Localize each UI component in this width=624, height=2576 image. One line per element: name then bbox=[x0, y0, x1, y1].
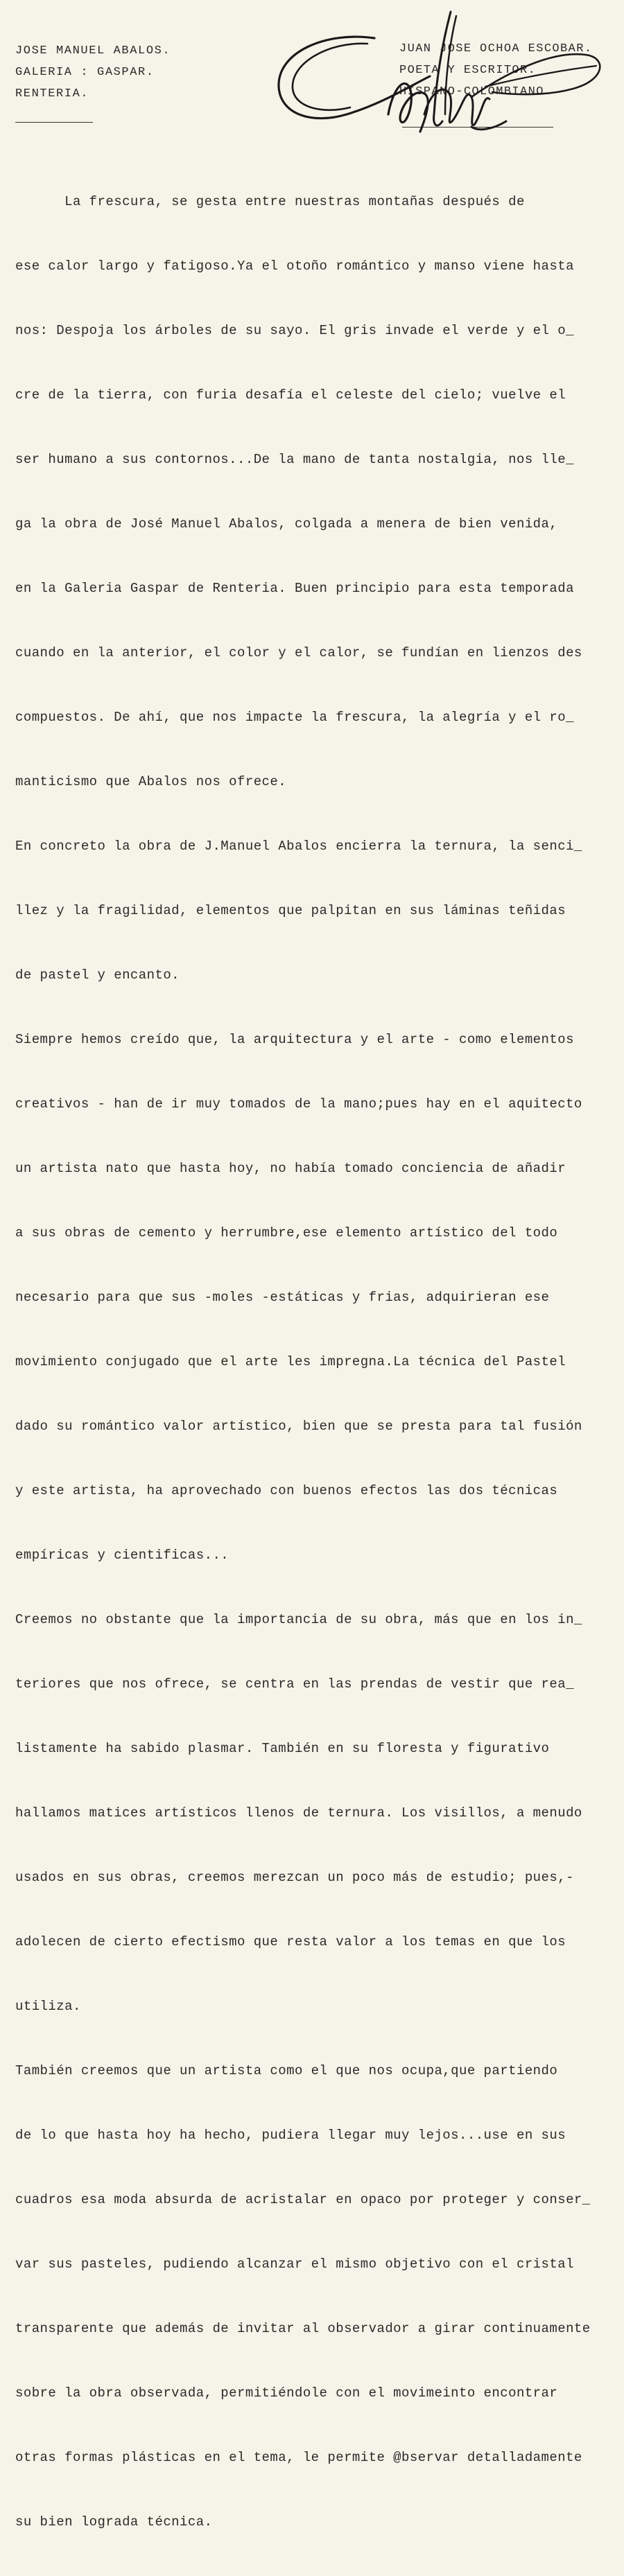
body-line: empíricas y cientificas... bbox=[15, 1548, 229, 1563]
body-line: ga la obra de José Manuel Abalos, colgada a menera de bien venida, bbox=[15, 516, 558, 532]
body-line: a sus obras de cemento y herrumbre,ese elemento artístico del todo bbox=[15, 1225, 558, 1241]
body-line: y este artista, ha aprovechado con buenos efectos las dos técnicas bbox=[15, 1483, 558, 1498]
body-line: transparente que además de invitar al observador a girar continuamente bbox=[15, 2321, 591, 2336]
body-line: un artista nato que hasta hoy, no había tomado conciencia de añadir bbox=[15, 1161, 566, 1176]
author-name: JUAN JOSE OCHOA ESCOBAR. bbox=[399, 42, 593, 55]
body-line: otras formas plásticas en el tema, le permite @bservar detalladamente bbox=[15, 2450, 582, 2465]
sender-name: JOSE MANUEL ABALOS. bbox=[15, 44, 171, 58]
body-line: La frescura, se gesta entre nuestras montañas después de bbox=[15, 194, 525, 209]
body-line: dado su romántico valor artístico, bien que se presta para tal fusión bbox=[15, 1419, 582, 1434]
body-line: de pastel y encanto. bbox=[15, 967, 180, 983]
body-line: teriores que nos ofrece, se centra en las prendas de vestir que rea_ bbox=[15, 1676, 574, 1692]
body-line: hallamos matices artísticos llenos de ternura. Los visillos, a menudo bbox=[15, 1805, 582, 1821]
body-line: cre de la tierra, con furia desafía el celeste del cielo; vuelve el bbox=[15, 387, 566, 403]
letter-body bbox=[15, 148, 620, 2576]
body-line: llez y la fragilidad, elementos que palpitan en sus láminas teñidas bbox=[15, 903, 566, 918]
body-line: Creemos no obstante que la importancia de su obra, más que en los in_ bbox=[15, 1612, 582, 1627]
body-line: usados en sus obras, creemos merezcan un poco más de estudio; pues,- bbox=[15, 1870, 574, 1885]
body-line: nos: Despoja los árboles de su sayo. El gris invade el verde y el o_ bbox=[15, 323, 574, 338]
author-origin: HISPANO-COLOMBIANO. bbox=[399, 85, 553, 98]
body-line: Siempre hemos creído que, la arquitectura y el arte - como elementos bbox=[15, 1032, 574, 1047]
body-line: necesario para que sus -moles -estáticas y frias, adquirieran ese bbox=[15, 1290, 550, 1305]
body-line: listamente ha sabido plasmar. También en su floresta y figurativo bbox=[15, 1741, 550, 1756]
body-line: sobre la obra observada, permitiéndole con el movimeinto encontrar bbox=[15, 2385, 558, 2401]
body-line: ese calor largo y fatigoso.Ya el otoño romántico y manso viene hasta bbox=[15, 259, 574, 274]
sender-underline bbox=[15, 122, 93, 123]
author-block bbox=[399, 38, 592, 103]
author-role: POETA Y ESCRITOR. bbox=[399, 64, 537, 77]
body-line: var sus pasteles, pudiendo alcanzar el mismo objetivo con el cristal bbox=[15, 2257, 574, 2272]
body-line: adolecen de cierto efectismo que resta valor a los temas en que los bbox=[15, 1934, 566, 1949]
author-underline bbox=[402, 127, 553, 128]
sender-gallery: GALERIA : GASPAR. bbox=[15, 66, 155, 79]
body-line: de lo que hasta hoy ha hecho, pudiera llegar muy lejos...use en sus bbox=[15, 2128, 566, 2143]
body-line: creativos - han de ir muy tomados de la mano;pues hay en el aquitecto bbox=[15, 1096, 582, 1112]
body-line: cuadros esa moda absurda de acristalar en opaco por proteger y conser_ bbox=[15, 2192, 591, 2207]
body-line: manticismo que Abalos nos ofrece. bbox=[15, 774, 287, 789]
body-line: También creemos que un artista como el que nos ocupa,que partiendo bbox=[15, 2063, 558, 2078]
body-line: En concreto la obra de J.Manuel Abalos encierra la ternura, la senci_ bbox=[15, 839, 582, 854]
body-line: en la Galeria Gaspar de Renteria. Buen principio para esta temporada bbox=[15, 581, 574, 596]
body-line: compuestos. De ahí, que nos impacte la frescura, la alegría y el ro_ bbox=[15, 710, 574, 725]
body-line: utiliza. bbox=[15, 1999, 81, 2014]
sender-location: RENTERIA. bbox=[15, 87, 89, 100]
body-line: ser humano a sus contornos...De la mano de tanta nostalgia, nos lle_ bbox=[15, 452, 574, 467]
body-line: su bien lograda técnica. bbox=[15, 2514, 213, 2530]
sender-block bbox=[15, 40, 171, 105]
body-line: cuando en la anterior, el color y el calor, se fundían en lienzos des bbox=[15, 645, 582, 660]
body-line: movimiento conjugado que el arte les impregna.La técnica del Pastel bbox=[15, 1354, 566, 1369]
